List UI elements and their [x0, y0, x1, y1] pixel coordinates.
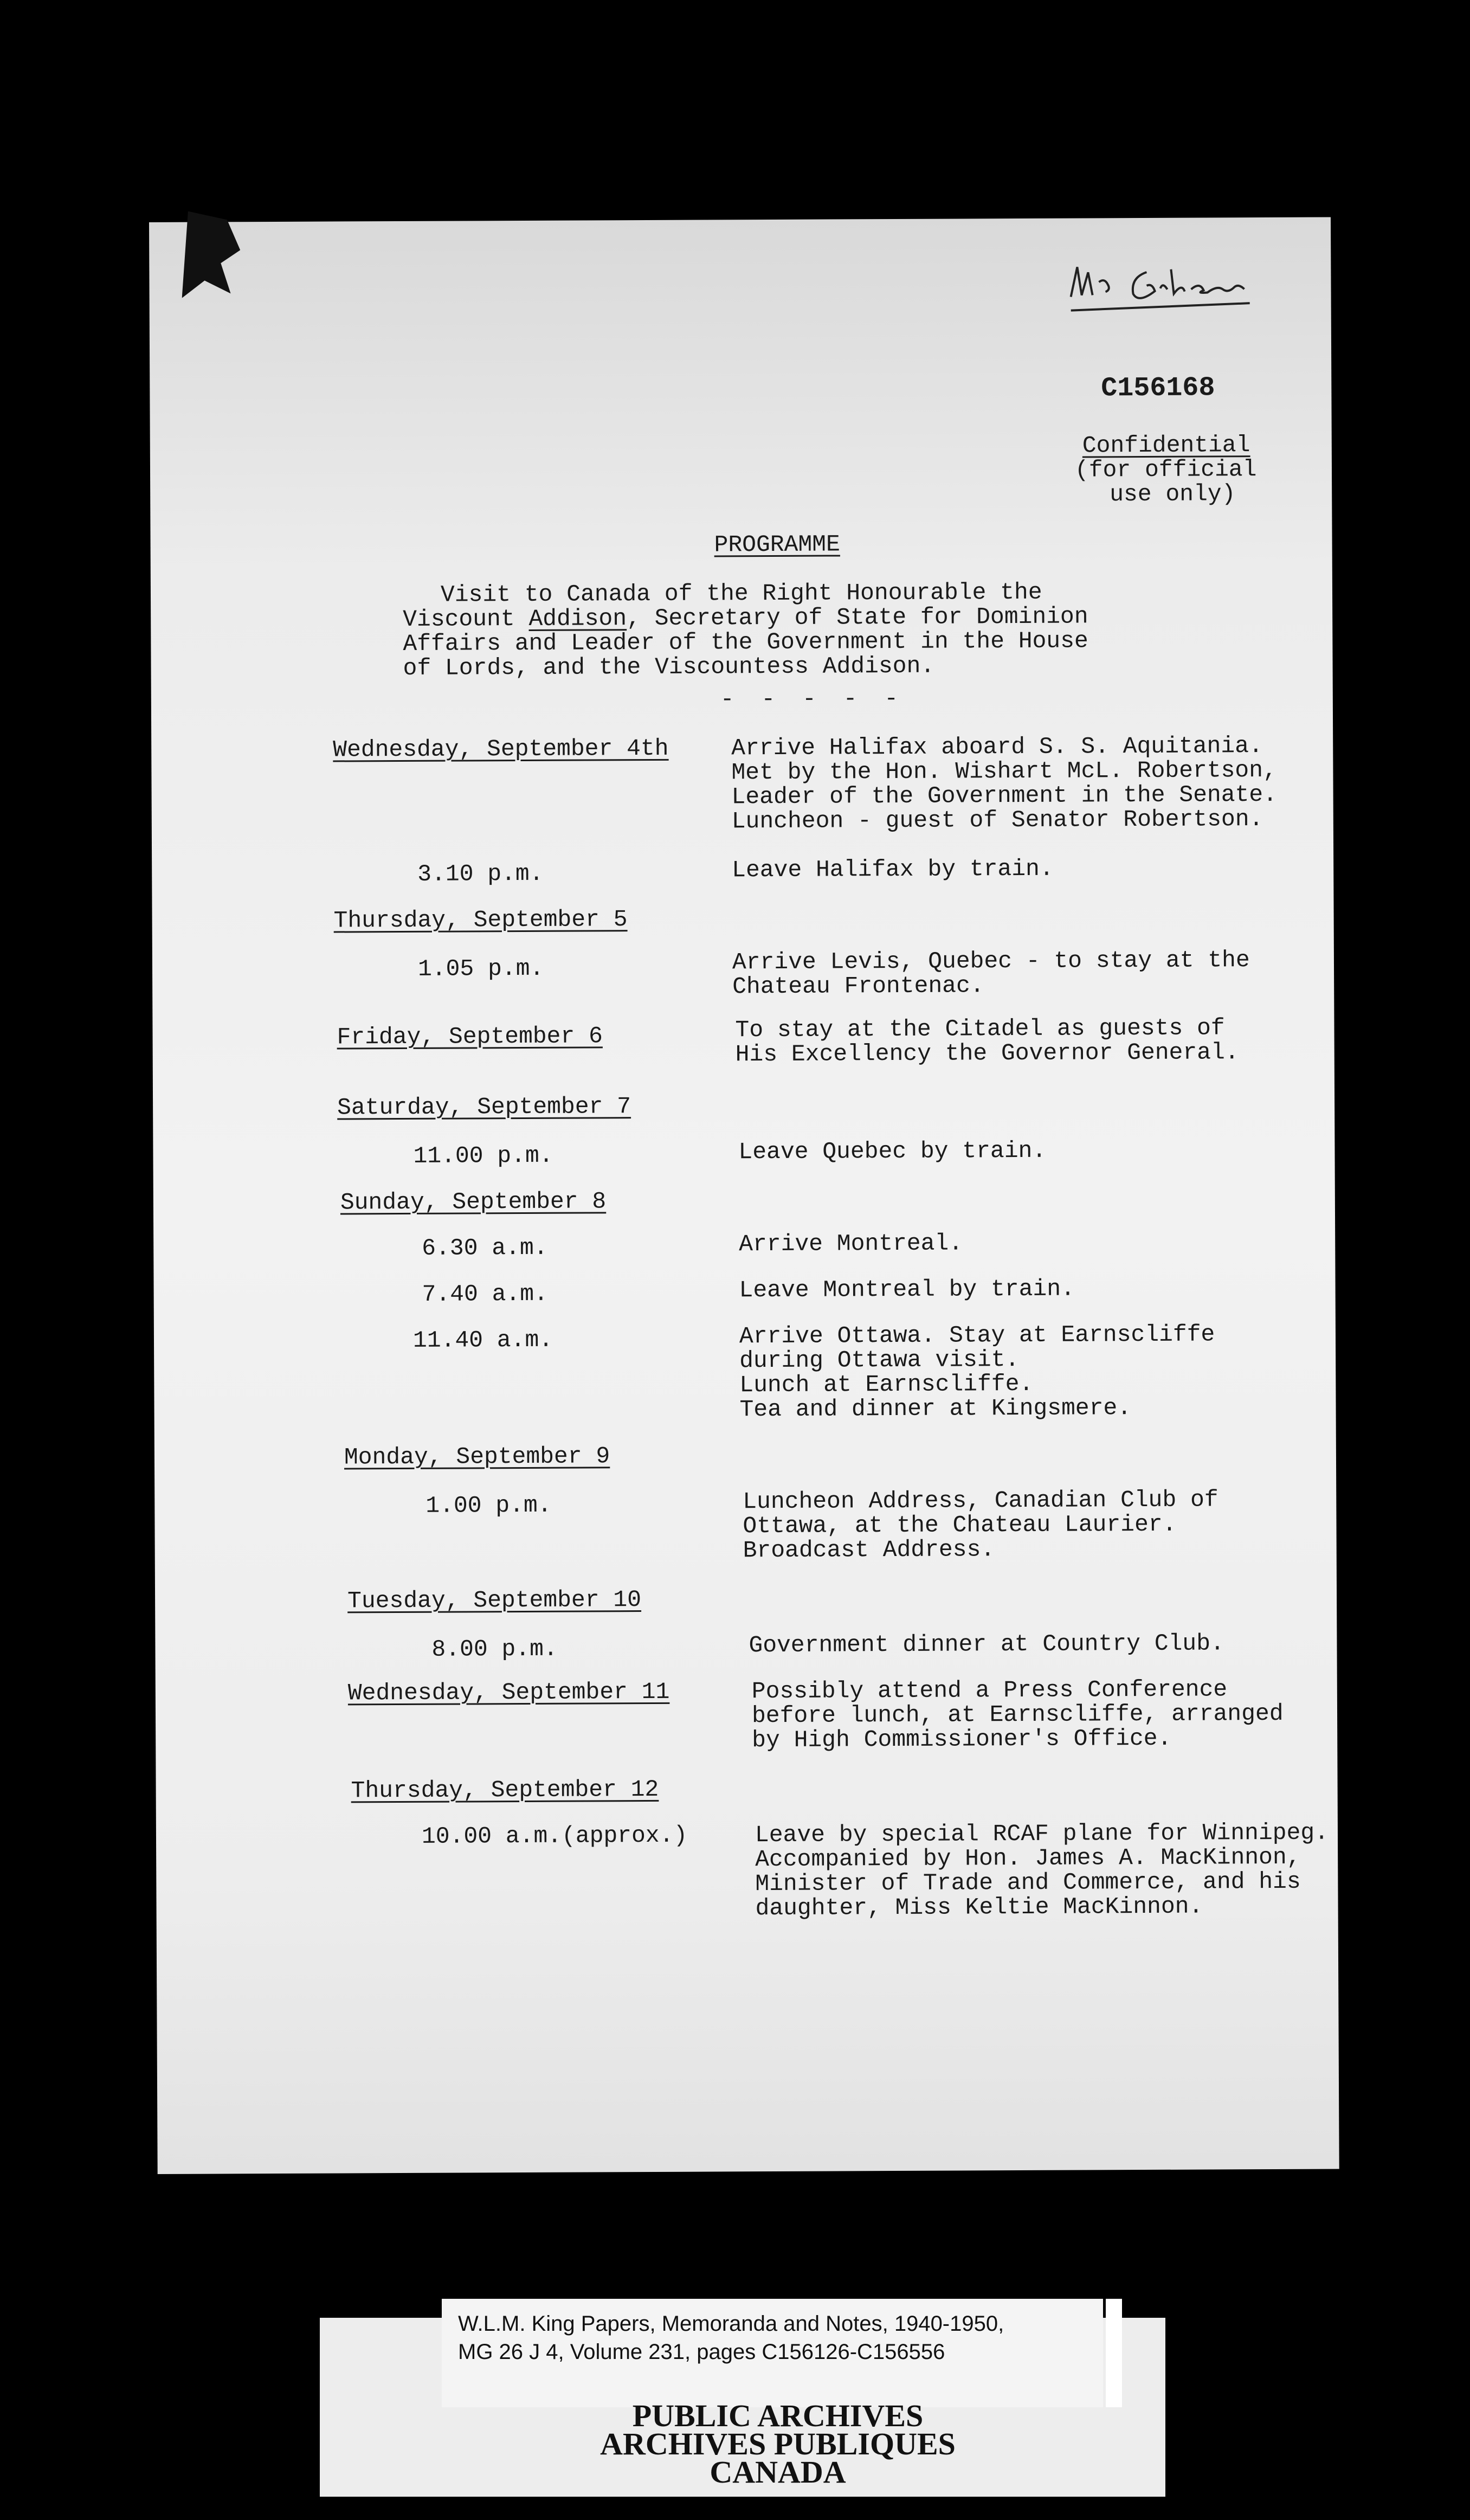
schedule-desc-line: Leader of the Government in the Senate.	[731, 781, 1278, 811]
archives-french: ARCHIVES PUBLIQUES	[600, 2426, 956, 2461]
label-edge	[1106, 2299, 1122, 2407]
collection-line-2: MG 26 J 4, Volume 231, pages C156126-C156556	[458, 2340, 945, 2364]
schedule-time: 3.10 p.m.	[417, 860, 544, 888]
separator: - - - - -	[720, 685, 905, 713]
schedule-desc-line: during Ottawa visit.	[739, 1346, 1020, 1374]
schedule-desc-line: Arrive Ottawa. Stay at Earnscliffe	[739, 1321, 1215, 1350]
day-heading-saturday-sep-7: Saturday, September 7	[337, 1093, 631, 1121]
schedule-desc-line: Leave Montreal by train.	[739, 1275, 1075, 1304]
schedule-time: 6.30 a.m.	[422, 1234, 548, 1262]
schedule-desc-line: Possibly attend a Press Conference	[751, 1676, 1228, 1705]
schedule-desc-line: His Excellency the Governor General.	[735, 1039, 1239, 1068]
schedule-time: 10.00 a.m.(approx.)	[421, 1822, 688, 1850]
schedule-desc-line: Leave Quebec by train.	[738, 1137, 1047, 1166]
day-heading-tuesday-sep-10: Tuesday, September 10	[347, 1586, 642, 1615]
schedule-desc-line: Chateau Frontenac.	[732, 972, 984, 1000]
archives-english: PUBLIC ARCHIVES	[632, 2398, 924, 2433]
day-heading-thursday-sep-12: Thursday, September 12	[351, 1776, 659, 1804]
classification-label: Confidential	[1082, 432, 1250, 459]
day-heading-sunday-sep-8: Sunday, September 8	[340, 1188, 607, 1216]
schedule-desc-line: Leave Halifax by train.	[732, 855, 1054, 884]
schedule-desc-line: Ottawa, at the Chateau Laurier.	[743, 1510, 1177, 1540]
classification-note-line2: use only)	[1110, 480, 1236, 508]
intro-line-2: Viscount Addison, Secretary of State for Dominion	[403, 603, 1088, 633]
schedule-desc-line: To stay at the Citadel as guests of	[735, 1014, 1225, 1044]
programme-title: PROGRAMME	[714, 531, 840, 558]
day-heading-monday-sep-9: Monday, September 9	[344, 1443, 610, 1471]
schedule-desc-line: Luncheon Address, Canadian Club of	[743, 1486, 1218, 1515]
schedule-desc-line: Accompanied by Hon. James A. MacKinnon,	[755, 1843, 1301, 1873]
schedule-desc-line: daughter, Miss Keltie MacKinnon.	[755, 1893, 1203, 1922]
schedule-time: 11.40 a.m.	[412, 1326, 553, 1354]
schedule-desc-line: Met by the Hon. Wishart McL. Robertson,	[731, 756, 1277, 786]
intro-line-1: Visit to Canada of the Right Honourable the	[440, 578, 1042, 608]
schedule-desc-line: Arrive Halifax aboard S. S. Aquitania.	[731, 732, 1263, 762]
archives-country: CANADA	[710, 2454, 846, 2490]
day-heading-friday-sep-6: Friday, September 6	[337, 1023, 603, 1051]
schedule-time: 1.05 p.m.	[417, 955, 544, 982]
archives-stamp	[442, 2398, 1114, 2490]
schedule-desc-line: before lunch, at Earnscliffe, arranged	[751, 1700, 1284, 1730]
schedule-desc-line: Government dinner at Country Club.	[749, 1630, 1224, 1659]
document-number: C156168	[1101, 372, 1215, 404]
torn-corner	[182, 211, 247, 298]
schedule-desc-line: Arrive Montreal.	[739, 1230, 963, 1258]
day-heading-wednesday-sep-11: Wednesday, September 11	[347, 1678, 670, 1707]
intro-line-3: Affairs and Leader of the Government in the House	[403, 627, 1088, 657]
schedule-desc-line: Tea and dinner at Kingsmere.	[739, 1394, 1132, 1423]
schedule-desc-line: Broadcast Address.	[743, 1536, 995, 1564]
day-heading-thursday-sep-5: Thursday, September 5	[333, 906, 628, 934]
document-page	[149, 217, 1339, 2174]
schedule-time: 8.00 p.m.	[431, 1635, 558, 1663]
intro-line-4: of Lords, and the Viscountess Addison.	[403, 652, 935, 682]
collection-reference-label	[442, 2299, 1103, 2407]
schedule-time: 1.00 p.m.	[425, 1492, 552, 1519]
schedule-desc-line: Arrive Levis, Quebec - to stay at the	[732, 947, 1250, 976]
schedule-time: 11.00 p.m.	[413, 1142, 553, 1169]
schedule-desc-line: Leave by special RCAF plane for Winnipeg.	[755, 1819, 1329, 1849]
collection-line-1: W.L.M. King Papers, Memoranda and Notes, 1940-1950,	[458, 2312, 1004, 2336]
schedule-time: 7.40 a.m.	[422, 1280, 548, 1308]
schedule-desc-line: by High Commissioner's Office.	[752, 1725, 1172, 1754]
schedule-desc-line: Lunch at Earnscliffe.	[739, 1370, 1034, 1399]
handwritten-signature	[1065, 255, 1260, 316]
schedule-desc-line: Luncheon - guest of Senator Robertson.	[731, 806, 1263, 835]
classification-note-line1: (for official	[1074, 456, 1257, 484]
schedule-desc-line: Minister of Trade and Commerce, and his	[755, 1868, 1301, 1898]
day-heading-wednesday-sep-4: Wednesday, September 4th	[333, 735, 669, 763]
